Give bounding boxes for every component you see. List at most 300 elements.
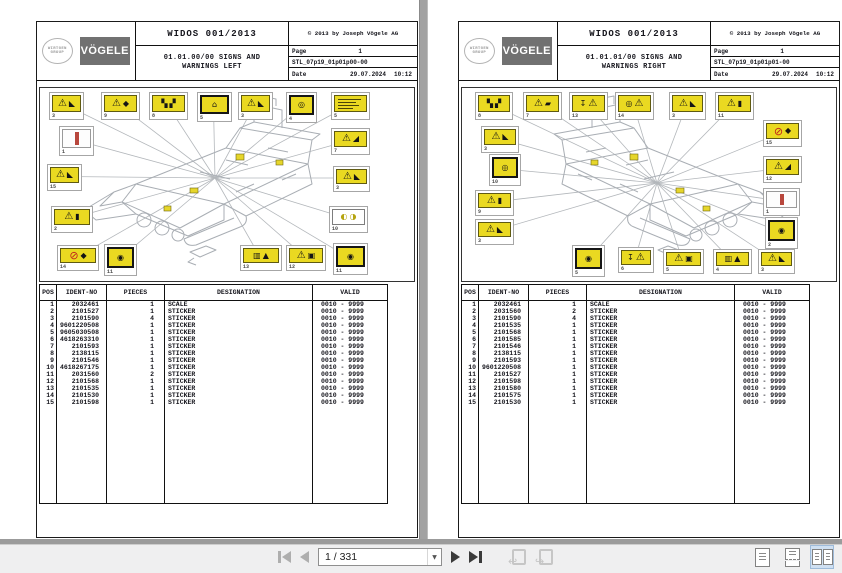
table-cell: 3 (40, 315, 57, 322)
section-title-line2: WARNINGS LEFT (182, 63, 242, 71)
table-cell: 2101535 (57, 385, 107, 392)
date-value: 29.07.2024 (771, 70, 808, 78)
section-title-line2: WARNINGS RIGHT (601, 63, 667, 71)
table-row (462, 343, 810, 350)
warning-sticker-callout (618, 247, 654, 273)
table-cell: STICKER (165, 336, 313, 343)
continuous-view-button[interactable] (780, 545, 804, 569)
table-cell: 2101568 (57, 378, 107, 385)
multi-symbol-warning-icon: ▚ ▞ (478, 95, 510, 112)
warning-sticker-callout (475, 219, 514, 245)
warning-sticker-callout (523, 92, 562, 120)
table-cell: STICKER (165, 378, 313, 385)
column-header: PIECES (529, 285, 587, 301)
table-cell: 15 (462, 399, 479, 406)
table-row (40, 378, 388, 385)
table-cell: 2101546 (479, 343, 529, 350)
slip-hazard-icon: ⚠ ◢ (334, 131, 367, 147)
warning-sticker-callout (329, 206, 368, 233)
table-cell: STICKER (165, 392, 313, 399)
machine-caution-icon: ⚠ ▣ (666, 252, 701, 266)
table-row (462, 371, 810, 378)
warning-sticker-callout (669, 92, 706, 120)
sticker-number: 7 (334, 148, 338, 154)
table-cell: STICKER (587, 371, 735, 378)
table-row (462, 350, 810, 357)
time-value: 10:12 (393, 70, 412, 78)
page-number-row (711, 46, 839, 57)
page-label: Page (292, 47, 307, 55)
table-row (40, 371, 388, 378)
hand-crush-warning-icon: ⚠ ◣ (336, 169, 367, 184)
table-cell: 2101590 (479, 315, 529, 322)
prohibition-sticker-icon: ⊘ ◆ (766, 123, 799, 139)
warning-sticker-callout (286, 92, 317, 123)
table-cell: STICKER (587, 392, 735, 399)
next-page-icon (451, 551, 460, 563)
table-cell: 2032461 (479, 301, 529, 309)
table-cell: 0010 - 9999 (313, 357, 388, 364)
table-cell: 4618267175 (57, 364, 107, 371)
table-cell: 0010 - 9999 (313, 343, 388, 350)
table-cell: 2101593 (57, 343, 107, 350)
column-header: VALID (313, 285, 388, 301)
column-header: POS (40, 285, 57, 301)
table-cell: 2101580 (479, 385, 529, 392)
table-row (462, 399, 810, 406)
warning-sticker-callout (51, 206, 93, 233)
table-cell: STICKER (587, 315, 735, 322)
table-cell: 2101527 (57, 308, 107, 315)
time-value: 10:12 (815, 70, 834, 78)
table-cell: 2101590 (57, 315, 107, 322)
table-cell: 0010 - 9999 (735, 392, 810, 399)
table-cell: STICKER (165, 308, 313, 315)
table-cell: 2101546 (57, 357, 107, 364)
single-page-view-button[interactable] (750, 545, 774, 569)
voegele-logo: VÖGELE (80, 37, 130, 65)
table-cell: 1 (107, 329, 165, 336)
dual-panel-sticker-icon: ▥ ▲ (716, 252, 749, 266)
date-label: Date (292, 70, 307, 78)
table-cell: 0010 - 9999 (735, 357, 810, 364)
sticker-number: 15 (50, 184, 57, 190)
inspection-ring-icon: ◎ (492, 157, 518, 178)
document-page-left (36, 21, 418, 538)
crush-hazard-icon: ◉ (575, 248, 602, 269)
date-label: Date (714, 70, 729, 78)
column-header: DESIGNATION (587, 285, 735, 301)
sticker-number: 13 (572, 113, 579, 119)
warning-sticker-callout (333, 243, 368, 275)
page-pane-divider (419, 0, 428, 539)
table-cell: 13 (40, 385, 57, 392)
table-cell: STICKER (165, 357, 313, 364)
general-warning-icon: ⚠ ▮ (478, 193, 511, 208)
page-navigation-controls (278, 545, 553, 569)
table-cell: 2101598 (479, 378, 529, 385)
table-cell: 1 (107, 392, 165, 399)
sticker-number: 5 (666, 267, 670, 273)
table-cell: STICKER (165, 399, 313, 406)
table-cell: 0010 - 9999 (313, 399, 388, 406)
table-cell: STICKER (587, 343, 735, 350)
parts-table-header-row (462, 285, 810, 301)
table-cell: 1 (529, 364, 587, 371)
table-cell: 9601220508 (479, 364, 529, 371)
table-cell: 14 (40, 392, 57, 399)
table-cell: 2101593 (479, 357, 529, 364)
table-cell: 1 (529, 350, 587, 357)
section-title-line1: 01.01.01/00 SIGNS AND (585, 54, 683, 62)
machine-caution-icon: ⚠ ▣ (289, 248, 323, 263)
table-cell: 0010 - 9999 (735, 371, 810, 378)
table-cell: 1 (529, 322, 587, 329)
page-value: 1 (358, 47, 362, 55)
table-cell: 2 (107, 371, 165, 378)
white-dual-sticker-icon: ◐ ◑ (332, 209, 365, 225)
table-cell: 1 (529, 329, 587, 336)
slip-hazard-icon: ⚠ ◢ (766, 159, 799, 175)
table-cell: 12 (40, 378, 57, 385)
table-cell: 2101527 (479, 371, 529, 378)
table-cell: 9 (462, 357, 479, 364)
header-logo-cell (37, 22, 136, 80)
header-title-cell (136, 22, 289, 80)
warning-sticker-callout (615, 92, 654, 120)
warning-sticker-callout (569, 92, 608, 120)
sticker-number: 12 (766, 176, 773, 182)
warning-sticker-callout (149, 92, 188, 120)
date-row (711, 68, 839, 80)
table-cell: 0010 - 9999 (735, 378, 810, 385)
warning-sticker-callout (104, 244, 137, 276)
page-header (37, 22, 417, 81)
column-header: IDENT-NO (479, 285, 529, 301)
sticker-number: 3 (672, 113, 676, 119)
table-cell: 1 (107, 357, 165, 364)
previous-page-button[interactable] (300, 551, 309, 563)
table-cell: 0010 - 9999 (313, 371, 388, 378)
sticker-number: 11 (336, 268, 343, 274)
table-cell: 0010 - 9999 (313, 308, 388, 315)
table-cell: 0010 - 9999 (313, 322, 388, 329)
table-cell: STICKER (165, 371, 313, 378)
viewer-toolbar (0, 545, 842, 573)
table-row (462, 385, 810, 392)
header-meta-cell (711, 22, 839, 80)
facing-pages-view-icon (812, 549, 822, 565)
scale-sticker-icon (62, 129, 91, 148)
document-code: STL_07p19_01p01p01-00 (711, 57, 839, 68)
hand-crush-warning-icon: ⚠ ◣ (484, 129, 516, 145)
table-row (462, 378, 810, 385)
table-cell: 4 (529, 315, 587, 322)
table-cell: 0010 - 9999 (735, 336, 810, 343)
sticker-number: 3 (761, 267, 765, 273)
table-row (40, 336, 388, 343)
page-dropdown-caret-icon[interactable]: ▼ (427, 549, 441, 565)
table-cell: 1 (529, 385, 587, 392)
page-layout-controls (750, 545, 842, 569)
table-cell: 0010 - 9999 (313, 336, 388, 343)
table-row (40, 350, 388, 357)
warning-sticker-callout (57, 245, 99, 271)
hand-crush-warning-icon: ⚠ ◣ (478, 222, 511, 237)
warning-sticker-callout (489, 154, 521, 186)
wirtgen-group-logo: WIRTGEN GROUP (464, 38, 495, 64)
device-warning-icon: ◎ ⚠ (618, 95, 651, 112)
table-cell: 2101535 (479, 322, 529, 329)
table-cell: STICKER (587, 350, 735, 357)
multi-symbol-warning-icon: ▚ ▞ (152, 95, 185, 112)
previous-page-icon (300, 551, 309, 563)
table-cell: 1 (529, 378, 587, 385)
table-cell: 0010 - 9999 (735, 301, 810, 309)
table-cell: 2031560 (57, 371, 107, 378)
table-cell: 2031560 (479, 308, 529, 315)
table-cell: SCALE (587, 301, 735, 309)
last-page-icon (469, 551, 478, 563)
sticker-number: 3 (52, 113, 56, 119)
table-cell: 1 (107, 385, 165, 392)
table-cell: 1 (529, 336, 587, 343)
table-cell: 15 (40, 399, 57, 406)
instruction-text-sticker-icon (334, 95, 367, 112)
hand-crush-warning-icon: ⚠ ◣ (52, 95, 81, 112)
warning-stickers-diagram (461, 87, 837, 282)
table-filler-row (462, 406, 810, 504)
table-cell: 0010 - 9999 (735, 315, 810, 322)
single-page-view-icon (755, 548, 770, 567)
table-cell: STICKER (165, 322, 313, 329)
warning-sticker-callout (59, 126, 94, 156)
paver-warning-icon: ⚠ ◆ (104, 95, 137, 112)
crush-hazard-icon: ◉ (768, 220, 795, 241)
table-cell: 0010 - 9999 (313, 385, 388, 392)
table-cell: STICKER (587, 357, 735, 364)
sticker-number: 12 (289, 264, 296, 270)
table-cell: STICKER (587, 329, 735, 336)
table-cell: 1 (529, 357, 587, 364)
table-cell: 1 (529, 399, 587, 406)
warning-sticker-callout (101, 92, 140, 120)
scale-sticker-icon (766, 191, 797, 208)
page-number-input[interactable] (318, 548, 442, 566)
warning-sticker-callout (765, 217, 798, 249)
section-title (558, 46, 710, 80)
warning-sticker-callout (47, 164, 82, 191)
sticker-number: 6 (621, 266, 625, 272)
ramp-warning-icon: ⚠ ▰ (526, 95, 559, 112)
date-value: 29.07.2024 (349, 70, 386, 78)
previous-view-button[interactable]: ↩ (508, 549, 526, 565)
table-cell: 8 (462, 350, 479, 357)
header-title-cell (558, 22, 711, 80)
next-view-button[interactable]: ↪ (535, 549, 553, 565)
warning-sticker-callout (238, 92, 273, 120)
warning-stickers-diagram (39, 87, 415, 282)
table-cell: 9601220508 (57, 322, 107, 329)
header-logo-cell (459, 22, 558, 80)
lowering-warning-icon: ↧ ⚠ (621, 250, 651, 265)
first-page-button[interactable] (278, 551, 291, 563)
sticker-number: 4 (716, 267, 720, 273)
sticker-number: 2 (54, 226, 58, 232)
table-cell: 10 (40, 364, 57, 371)
sticker-number: 3 (241, 113, 245, 119)
parts-table (461, 284, 810, 504)
warning-sticker-callout (572, 245, 605, 277)
table-row (40, 385, 388, 392)
table-row (40, 357, 388, 364)
date-row (289, 68, 417, 80)
sticker-number: 14 (60, 264, 67, 270)
table-cell: STICKER (587, 378, 735, 385)
column-header: IDENT-NO (57, 285, 107, 301)
warning-sticker-callout (331, 128, 370, 155)
warning-sticker-callout (475, 190, 514, 216)
sticker-number: 3 (478, 238, 482, 244)
warning-sticker-callout (475, 92, 513, 120)
sticker-number: 4 (289, 116, 293, 122)
table-cell: 2101530 (479, 399, 529, 406)
table-cell: 4618263310 (57, 336, 107, 343)
table-cell: 2101585 (479, 336, 529, 343)
table-cell: 8 (40, 350, 57, 357)
sticker-number: 8 (478, 113, 482, 119)
prohibition-sticker-icon: ⊘ ◆ (60, 248, 96, 263)
table-cell: 5 (462, 329, 479, 336)
table-cell: 12 (462, 378, 479, 385)
table-cell: 4 (107, 315, 165, 322)
sticker-number: 14 (618, 113, 625, 119)
table-row (462, 357, 810, 364)
wirtgen-group-logo: WIRTGEN GROUP (42, 38, 73, 64)
table-cell: 0010 - 9999 (735, 308, 810, 315)
table-cell: 1 (107, 308, 165, 315)
table-cell: 6 (462, 336, 479, 343)
table-cell: 1 (529, 371, 587, 378)
table-cell: 2101568 (479, 329, 529, 336)
column-header: POS (462, 285, 479, 301)
column-header: PIECES (107, 285, 165, 301)
table-cell: SCALE (165, 301, 313, 309)
table-cell: 10 (462, 364, 479, 371)
section-title (136, 46, 288, 80)
table-row (40, 308, 388, 315)
sticker-number: 9 (478, 209, 482, 215)
sticker-number: 2 (768, 242, 772, 248)
table-row (462, 301, 810, 309)
warning-sticker-callout (663, 249, 704, 274)
table-cell: 1 (529, 392, 587, 399)
table-row (462, 308, 810, 315)
table-row (40, 315, 388, 322)
table-cell: STICKER (587, 308, 735, 315)
table-cell: STICKER (165, 315, 313, 322)
table-cell: 4 (462, 322, 479, 329)
lowering-warning-icon: ↧ ⚠ (572, 95, 605, 112)
header-meta-cell (289, 22, 417, 80)
table-cell: 0010 - 9999 (313, 329, 388, 336)
parts-table-header-row (40, 285, 388, 301)
next-page-button[interactable] (451, 551, 460, 563)
table-cell: 0010 - 9999 (313, 301, 388, 309)
hand-crush-warning-icon: ⚠ ◣ (761, 252, 792, 266)
last-page-button[interactable] (469, 551, 482, 563)
hand-crush-warning-icon: ⚠ ◣ (50, 167, 79, 183)
table-cell: 0010 - 9999 (735, 350, 810, 357)
column-header: DESIGNATION (165, 285, 313, 301)
table-cell: STICKER (165, 385, 313, 392)
table-cell: STICKER (587, 336, 735, 343)
table-cell: 5 (40, 329, 57, 336)
column-header: VALID (735, 285, 810, 301)
warning-sticker-callout (331, 92, 370, 120)
warning-sticker-callout (240, 245, 282, 271)
table-cell: 1 (107, 364, 165, 371)
sticker-number: 3 (484, 146, 488, 152)
warning-sticker-callout (758, 249, 795, 274)
warning-sticker-callout (333, 166, 370, 192)
page-header (459, 22, 839, 81)
table-row (40, 364, 388, 371)
sticker-number: 13 (243, 264, 250, 270)
table-cell: 0010 - 9999 (313, 392, 388, 399)
table-cell: 9605030508 (57, 329, 107, 336)
document-page-right (458, 21, 840, 538)
table-cell: 1 (529, 343, 587, 350)
table-row (40, 392, 388, 399)
warning-sticker-callout (713, 249, 752, 274)
warning-sticker-callout (763, 188, 800, 216)
table-cell: 6 (40, 336, 57, 343)
table-cell: 2032461 (57, 301, 107, 309)
table-cell: 2101530 (57, 392, 107, 399)
page-label: Page (714, 47, 729, 55)
table-cell: 11 (40, 371, 57, 378)
table-cell: 2101598 (57, 399, 107, 406)
table-cell: 14 (462, 392, 479, 399)
table-cell: 0010 - 9999 (313, 378, 388, 385)
sticker-number: 9 (104, 113, 108, 119)
table-cell: 0010 - 9999 (313, 364, 388, 371)
table-row (40, 322, 388, 329)
hand-crush-warning-icon: ⚠ ◣ (241, 95, 270, 112)
page-value: 1 (780, 47, 784, 55)
table-row (40, 329, 388, 336)
table-cell: 2 (462, 308, 479, 315)
facing-pages-view-button[interactable] (810, 545, 834, 569)
table-cell: 13 (462, 385, 479, 392)
table-cell: 0010 - 9999 (735, 399, 810, 406)
warning-sticker-callout (286, 245, 326, 271)
crush-hazard-icon: ◉ (336, 246, 365, 267)
table-cell: 0010 - 9999 (735, 329, 810, 336)
table-row (462, 329, 810, 336)
table-cell: 1 (107, 322, 165, 329)
crush-hazard-icon: ◉ (107, 247, 134, 268)
table-cell: STICKER (165, 350, 313, 357)
table-cell: 2 (40, 308, 57, 315)
table-row (462, 336, 810, 343)
sticker-number: 3 (336, 185, 340, 191)
sticker-number: 5 (334, 113, 338, 119)
first-page-icon (278, 551, 281, 563)
table-cell: 0010 - 9999 (735, 322, 810, 329)
table-cell: 1 (107, 378, 165, 385)
